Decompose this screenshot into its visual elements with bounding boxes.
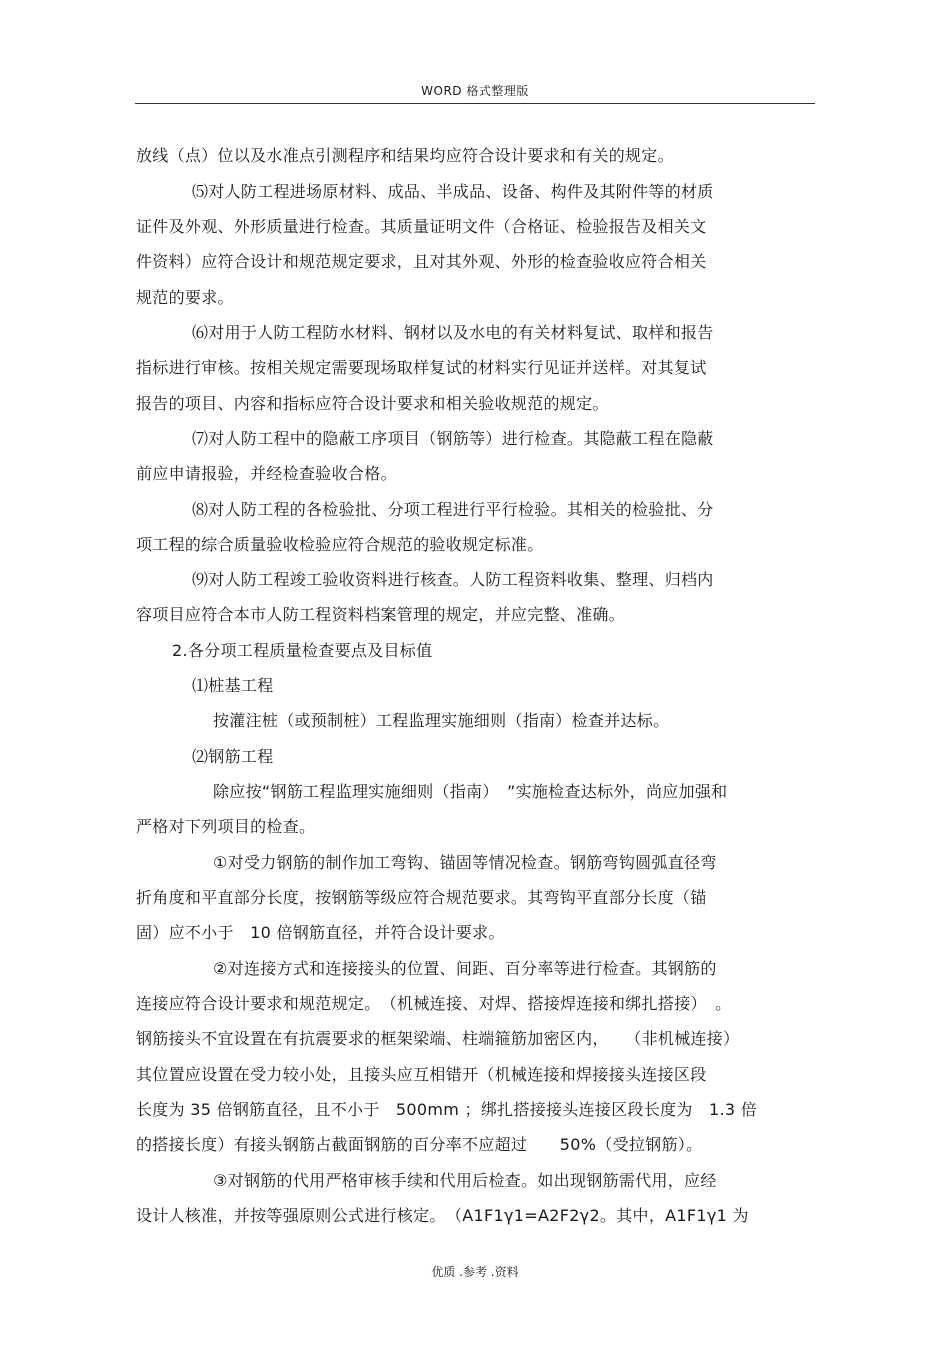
body-line: 报告的项目、内容和指标应符合设计要求和相关验收规范的规定。 xyxy=(136,394,609,413)
page-footer: 优质 .参考 .资料 xyxy=(431,1265,519,1279)
body-line: 指标进行审核。按相关规定需要现场取样复试的材料实行见证并送样。对其复试 xyxy=(136,358,707,377)
body-line: ⑸对人防工程进场原材料、成品、半成品、设备、构件及其附件等的材质 xyxy=(192,182,714,201)
body-line: ⑼对人防工程竣工验收资料进行核查。人防工程资料收集、整理、归档内 xyxy=(192,570,714,589)
body-line: ⑺对人防工程中的隐蔽工序项目（钢筋等）进行检查。其隐蔽工程在隐蔽 xyxy=(192,429,714,448)
body-line: 容项目应符合本市人防工程资料档案管理的规定，并应完整、准确。 xyxy=(136,605,626,624)
body-line: 前应申请报验，并经检查验收合格。 xyxy=(136,464,397,483)
body-line: ①对受力钢筋的制作加工弯钩、锚固等情况检查。钢筋弯钩圆弧直径弯 xyxy=(213,853,717,872)
subsection-heading: ⑵钢筋工程 xyxy=(192,747,274,766)
body-line: 件资料）应符合设计和规范规定要求，且对其外观、外形的检查验收应符合相关 xyxy=(136,252,707,271)
body-line: 钢筋接头不宜设置在有抗震要求的框架梁端、柱端箍筋加密区内， （非机械连接） xyxy=(136,1029,740,1048)
body-line: 证件及外观、外形质量进行检查。其质量证明文件（合格证、检验报告及相关文 xyxy=(136,217,707,236)
body-line: 严格对下列项目的检查。 xyxy=(136,817,316,836)
body-line: 设计人核准，并按等强原则公式进行核定。 （A1F1γ1=A2F2γ2。其中，A1F1γ1 为 xyxy=(136,1206,749,1225)
body-line: 固）应不小于 10 倍钢筋直径，并符合设计要求。 xyxy=(136,923,505,942)
body-line: 连接应符合设计要求和规范规定。 （机械连接、对焊、搭接焊连接和绑扎搭接） 。 xyxy=(136,994,732,1013)
body-line: ③对钢筋的代用严格审核手续和代用后检查。如出现钢筋需代用，应经 xyxy=(213,1171,717,1190)
body-line: ⑻对人防工程的各检验批、分项工程进行平行检验。其相关的检验批、分 xyxy=(192,500,714,519)
header-divider xyxy=(135,103,815,104)
body-line: 折角度和平直部分长度，按钢筋等级应符合规范要求。其弯钩平直部分长度（锚 xyxy=(136,888,707,907)
body-line: 规范的要求。 xyxy=(136,288,234,307)
body-line: 的搭接长度）有接头钢筋占截面钢筋的百分率不应超过 50%（受拉钢筋）。 xyxy=(136,1135,703,1154)
section-heading: 2.各分项工程质量检查要点及目标值 xyxy=(172,641,433,660)
body-line: 长度为 35 倍钢筋直径，且不小于 500mm ；绑扎搭接接头连接区段长度为 1.3 倍 xyxy=(136,1100,758,1119)
body-line: 除应按“钢筋工程监理实施细则（指南） ”实施检查达标外，尚应加强和 xyxy=(213,782,728,801)
body-line: 放线（点）位以及水准点引测程序和结果均应符合设计要求和有关的规定。 xyxy=(136,146,674,165)
body-line: 按灌注桩（或预制桩）工程监理实施细则（指南）检查并达标。 xyxy=(213,711,670,730)
body-line: 项工程的综合质量验收检验应符合规范的验收规定标准。 xyxy=(136,535,544,554)
subsection-heading: ⑴桩基工程 xyxy=(192,676,274,695)
body-line: ②对连接方式和连接接头的位置、间距、百分率等进行检查。其钢筋的 xyxy=(213,959,717,978)
body-line: ⑹对用于人防工程防水材料、钢材以及水电的有关材料复试、取样和报告 xyxy=(192,323,714,342)
page-header: WORD 格式整理版 xyxy=(421,84,529,98)
body-line: 其位置应设置在受力较小处，且接头应互相错开（机械连接和焊接接头连接区段 xyxy=(136,1065,707,1084)
